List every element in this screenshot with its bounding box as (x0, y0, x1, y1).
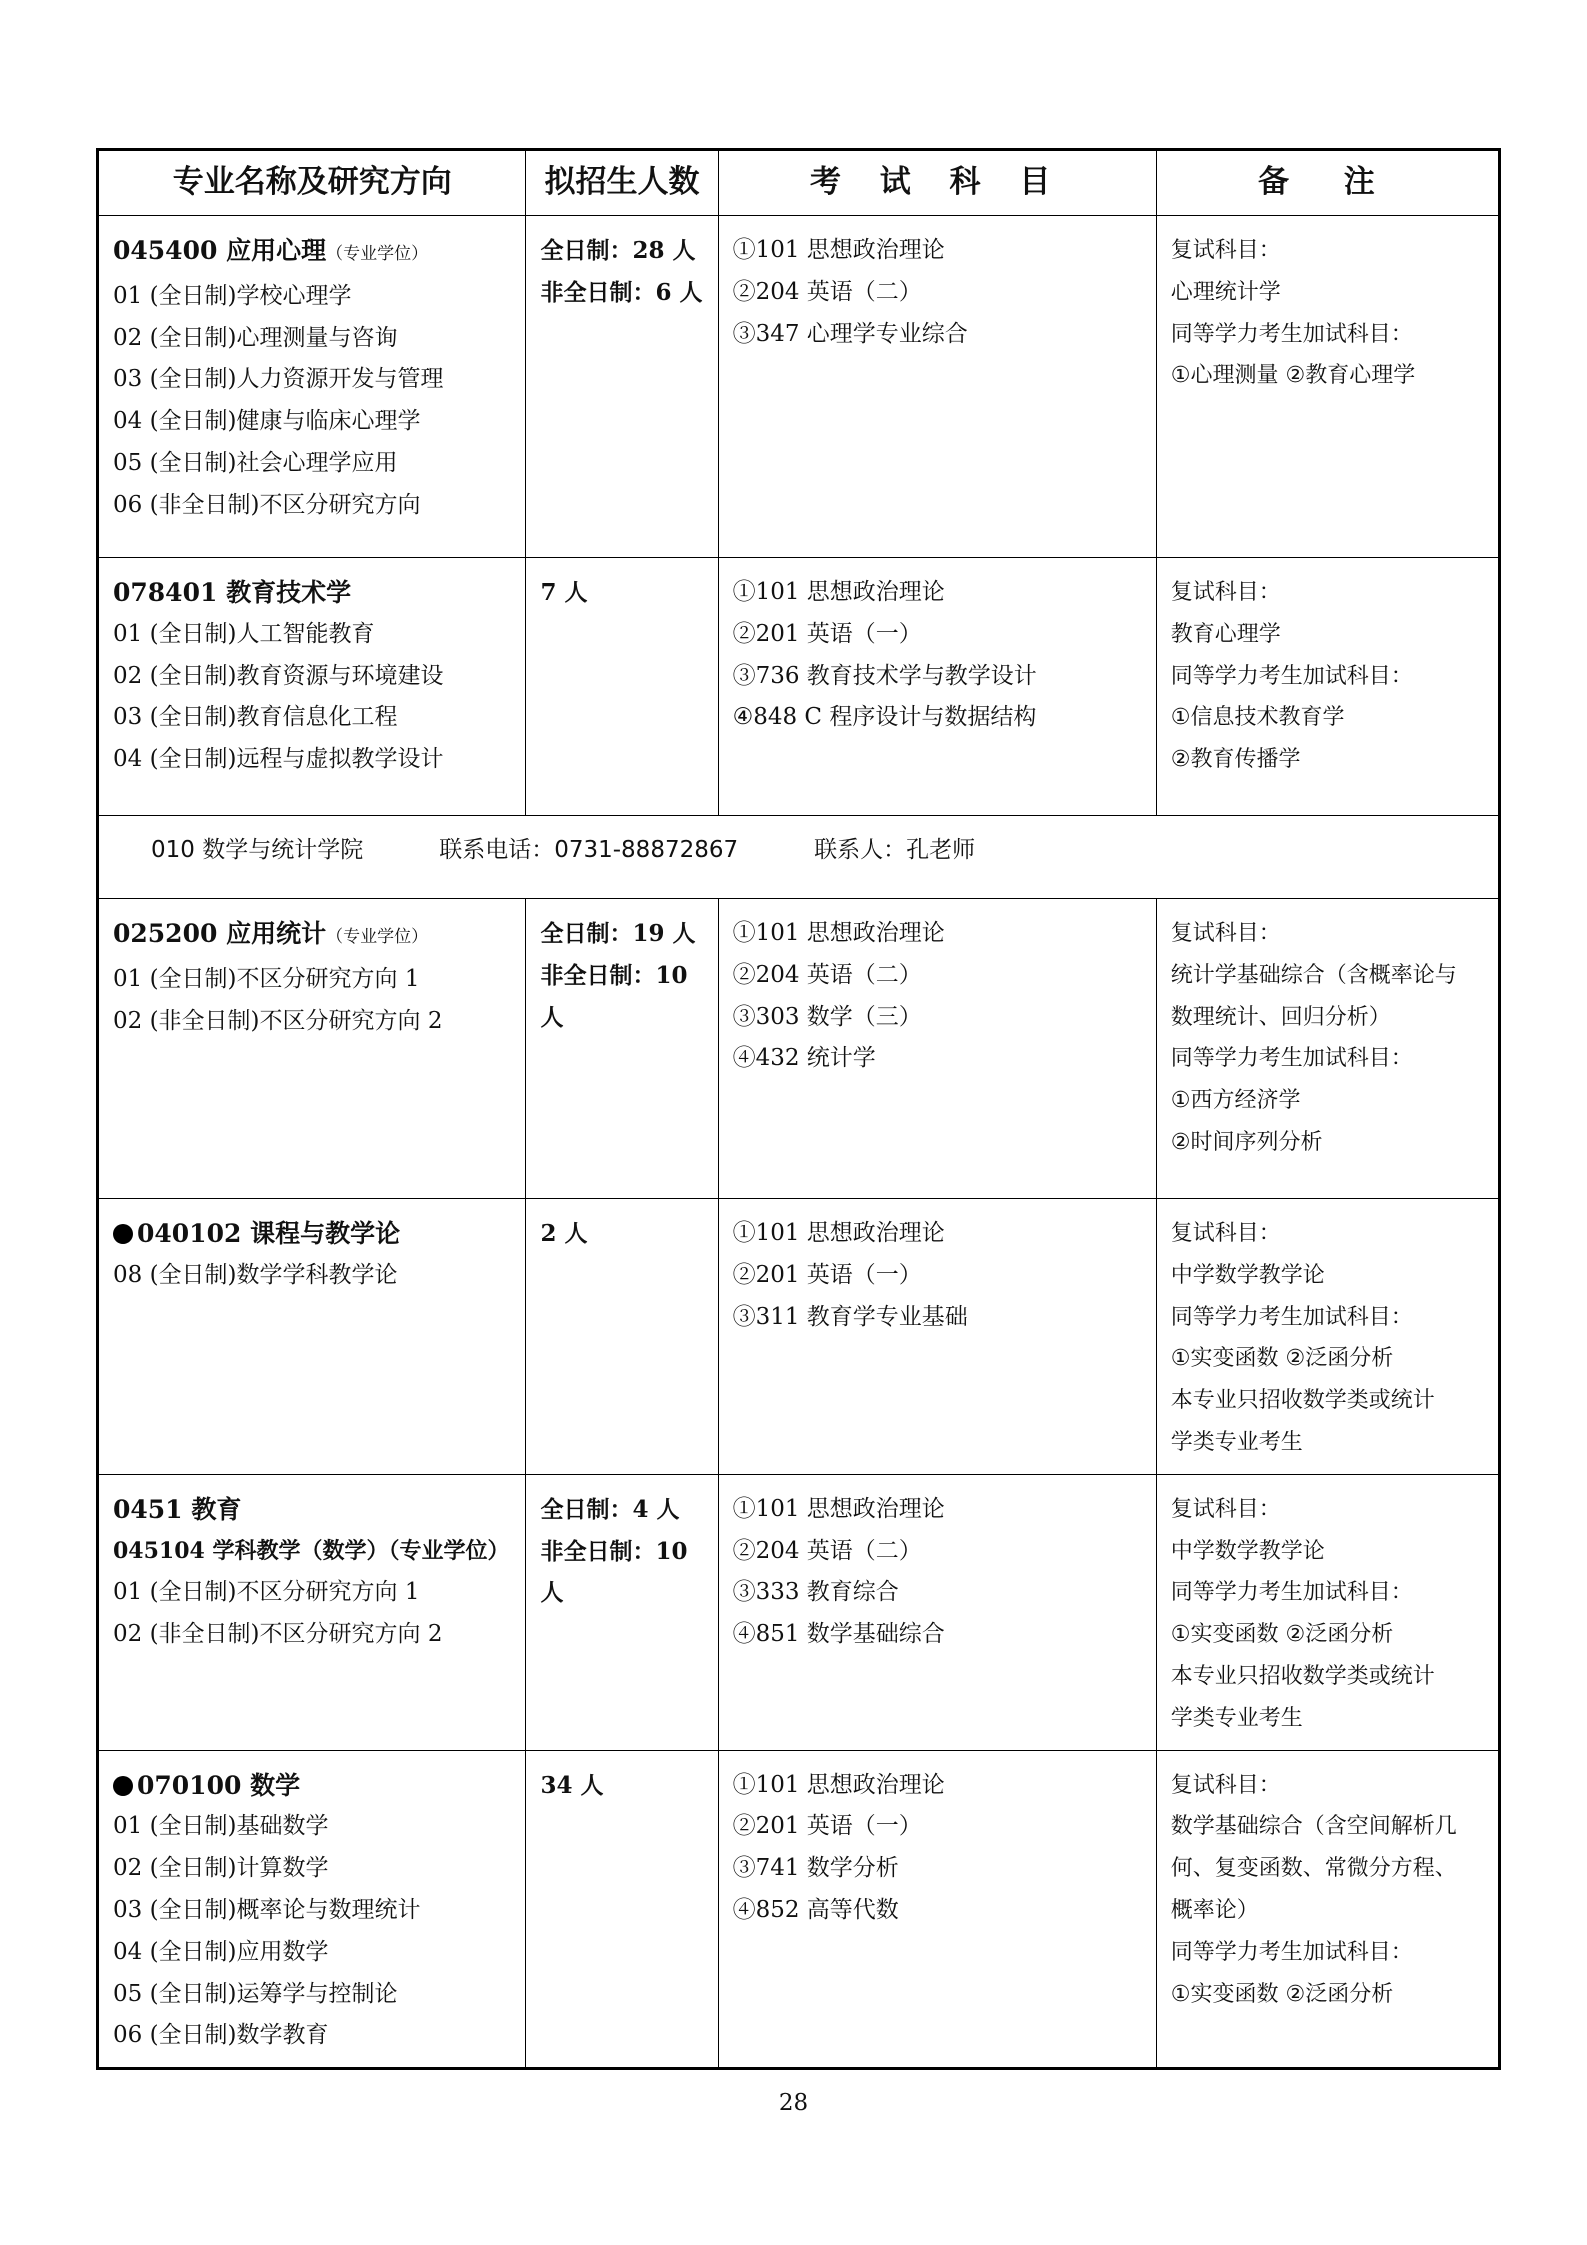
quota-cell (526, 1199, 718, 1475)
exam-subject: ①101 思想政治理论 (732, 1495, 945, 1522)
direction-item: 03 (全日制)概率论与数理统计 (113, 1896, 421, 1923)
quota-cell (526, 1750, 718, 2069)
exam-subject: ④848 C 程序设计与数据结构 (732, 704, 1037, 731)
direction-item: 02 (全日制)心理测量与咨询 (113, 324, 398, 351)
major-name: 数学 (250, 1770, 301, 1800)
major-row (98, 1199, 1500, 1475)
note-line: 数学基础综合（含空间解析几 (1170, 1814, 1457, 1840)
note-line: 复试科目： (1170, 1221, 1281, 1246)
exam-cell (718, 899, 1156, 1199)
bullet-icon (113, 1224, 133, 1244)
major-name: 应用心理 (226, 236, 327, 265)
college-phone: 联系电话：0731-88872867 (439, 837, 739, 863)
quota-cell (526, 216, 718, 558)
table-header (98, 150, 1500, 216)
exam-subject: ④852 高等代数 (732, 1896, 899, 1923)
note-line: 同等学力考生加试科目： (1170, 1580, 1413, 1606)
direction-item: 01 (全日制)基础数学 (113, 1813, 329, 1840)
exam-subject: ①101 思想政治理论 (732, 579, 945, 605)
bullet-icon (113, 1776, 133, 1796)
exam-subject: ②201 英语（一） (732, 1813, 922, 1840)
note-line: 统计学基础综合（含概率论与 (1170, 962, 1457, 988)
quota-line: 34 人 (540, 1771, 604, 1799)
quota-line: 全日制：28 人 (540, 237, 696, 264)
exam-subject: ③736 教育技术学与教学设计 (732, 662, 1037, 689)
direction-item: 01 (全日制)学校心理学 (113, 282, 352, 309)
exam-cell (718, 558, 1156, 816)
note-line: 教育心理学 (1170, 621, 1281, 647)
header-note: 备 注 (1156, 150, 1499, 216)
note-line: ①西方经济学 (1170, 1088, 1301, 1114)
major-code: 025200 (113, 919, 218, 948)
major-cell (98, 1474, 526, 1750)
note-cell (1156, 899, 1499, 1199)
major-name: 教育技术学 (226, 578, 352, 607)
major-code: 045400 (113, 236, 218, 265)
major-code: 078401 (113, 578, 218, 607)
exam-subject: ①101 思想政治理论 (732, 920, 945, 946)
major-heading (113, 572, 511, 614)
direction-item: 05 (全日制)社会心理学应用 (113, 449, 398, 476)
major-row (98, 216, 1500, 558)
exam-subject: ③347 心理学专业综合 (732, 320, 968, 347)
note-line: 何、复变函数、常微分方程、 (1170, 1856, 1457, 1882)
quota-cell (526, 558, 718, 816)
sub-major: 045104 学科教学（数学）（专业学位） (113, 1537, 510, 1564)
major-code: 070100 (137, 1770, 242, 1800)
note-line: 复试科目： (1170, 1772, 1281, 1798)
note-line: 本专业只招收数学类或统计 (1170, 1388, 1435, 1414)
note-line: ①实变函数 ②泛函分析 (1170, 1622, 1394, 1648)
quota-line: 全日制：4 人 (540, 1495, 680, 1523)
table-body (98, 216, 1500, 2069)
exam-subject: ④432 统计学 (732, 1045, 876, 1072)
direction-item: 01 (全日制)人工智能教育 (113, 620, 375, 647)
college-contact: 联系人：孔老师 (814, 837, 976, 863)
major-heading (113, 1765, 511, 1807)
exam-subject: ②201 英语（一） (732, 1261, 922, 1288)
major-row (98, 1750, 1500, 2069)
exam-subject: ②204 英语（二） (732, 1537, 922, 1564)
note-line: ②时间序列分析 (1170, 1129, 1323, 1155)
note-line: 同等学力考生加试科目： (1170, 1304, 1413, 1330)
note-line: ①实变函数 ②泛函分析 (1170, 1981, 1394, 2007)
degree-tag: （专业学位） (326, 927, 429, 947)
major-heading (113, 1213, 511, 1255)
exam-subject: ②204 英语（二） (732, 278, 922, 305)
exam-subject: ③303 数学（三） (732, 1003, 922, 1030)
direction-item: 06 (非全日制)不区分研究方向 (113, 491, 421, 518)
exam-subject: ①101 思想政治理论 (732, 1771, 945, 1798)
note-line: 数理统计、回归分析） (1170, 1004, 1391, 1030)
header-major: 专业名称及研究方向 (98, 150, 526, 216)
major-row (98, 1474, 1500, 1750)
direction-item: 02 (全日制)计算数学 (113, 1855, 329, 1882)
note-line: 学类专业考生 (1170, 1429, 1303, 1455)
exam-cell (718, 1474, 1156, 1750)
direction-item: 02 (全日制)教育资源与环境建设 (113, 662, 444, 689)
note-line: 复试科目： (1170, 921, 1281, 946)
direction-item: 03 (全日制)教育信息化工程 (113, 704, 398, 731)
direction-item: 08 (全日制)数学学科教学论 (113, 1261, 398, 1288)
exam-subject: ①101 思想政治理论 (732, 1220, 945, 1246)
direction-item: 01 (全日制)不区分研究方向 1 (113, 965, 420, 992)
direction-item: 02 (非全日制)不区分研究方向 2 (113, 1007, 443, 1034)
exam-subject: ②204 英语（二） (732, 961, 922, 988)
note-line: ①实变函数 ②泛函分析 (1170, 1346, 1394, 1372)
note-cell (1156, 1474, 1499, 1750)
exam-subject: ③741 数学分析 (732, 1855, 899, 1882)
note-line: 中学数学教学论 (1170, 1262, 1325, 1288)
direction-item: 04 (全日制)远程与虚拟教学设计 (113, 746, 444, 773)
direction-item: 05 (全日制)运筹学与控制论 (113, 1980, 398, 2007)
major-cell (98, 558, 526, 816)
note-cell (1156, 216, 1499, 558)
note-line: 中学数学教学论 (1170, 1538, 1325, 1564)
major-row (98, 899, 1500, 1199)
exam-cell (718, 216, 1156, 558)
note-line: 复试科目： (1170, 238, 1281, 263)
note-line: 同等学力考生加试科目： (1170, 1046, 1413, 1072)
major-heading (113, 913, 511, 959)
note-line: 本专业只招收数学类或统计 (1170, 1663, 1435, 1689)
note-line: 复试科目： (1170, 580, 1281, 605)
note-line: 学类专业考生 (1170, 1705, 1303, 1731)
quota-cell (526, 899, 718, 1199)
note-cell (1156, 558, 1499, 816)
major-cell (98, 216, 526, 558)
major-heading (113, 230, 511, 276)
exam-cell (718, 1199, 1156, 1475)
major-cell (98, 1199, 526, 1475)
header-quota: 拟招生人数 (526, 150, 718, 216)
exam-subject: ④851 数学基础综合 (732, 1621, 945, 1648)
note-line: ①心理测量 ②教育心理学 (1170, 363, 1416, 389)
direction-item: 03 (全日制)人力资源开发与管理 (113, 366, 444, 393)
direction-item: 02 (非全日制)不区分研究方向 2 (113, 1621, 443, 1648)
quota-line: 全日制：19 人 (540, 920, 696, 947)
quota-line: 7 人 (540, 579, 588, 606)
note-line: 同等学力考生加试科目： (1170, 663, 1413, 689)
quota-line: 2 人 (540, 1220, 588, 1247)
major-code: 040102 (137, 1219, 242, 1248)
quota-line: 非全日制：10 人 (540, 1537, 688, 1607)
exam-subject: ③333 教育综合 (732, 1579, 899, 1606)
note-line: 同等学力考生加试科目： (1170, 321, 1413, 347)
major-code: 0451 (113, 1494, 183, 1524)
major-name: 教育 (191, 1494, 242, 1524)
major-heading (113, 1489, 511, 1531)
major-row (98, 558, 1500, 816)
admissions-table (96, 148, 1501, 2070)
college-name: 010 数学与统计学院 (151, 837, 364, 863)
college-cell (98, 816, 1500, 899)
note-line: 同等学力考生加试科目： (1170, 1939, 1413, 1965)
major-cell (98, 899, 526, 1199)
degree-tag: （专业学位） (326, 244, 429, 264)
major-cell (98, 1750, 526, 2069)
quota-line: 非全日制：10 人 (540, 961, 688, 1031)
exam-cell (718, 1750, 1156, 2069)
exam-subject: ③311 教育学专业基础 (732, 1303, 968, 1330)
direction-item: 01 (全日制)不区分研究方向 1 (113, 1579, 420, 1606)
quota-cell (526, 1474, 718, 1750)
note-line: ②教育传播学 (1170, 747, 1301, 773)
direction-item: 06 (全日制)数学教育 (113, 2022, 329, 2049)
major-name: 应用统计 (226, 919, 327, 948)
exam-subject: ②201 英语（一） (732, 620, 922, 647)
note-line: ①信息技术教育学 (1170, 705, 1345, 731)
page-number: 28 (778, 2090, 809, 2116)
note-cell (1156, 1750, 1499, 2069)
quota-line: 非全日制：6 人 (540, 278, 703, 306)
header-exam: 考 试 科 目 (718, 150, 1156, 216)
exam-subject: ①101 思想政治理论 (732, 237, 945, 263)
college-row (98, 816, 1500, 899)
note-line: 复试科目： (1170, 1496, 1281, 1522)
major-name: 课程与教学论 (250, 1219, 401, 1248)
note-line: 心理统计学 (1170, 279, 1281, 305)
direction-item: 04 (全日制)健康与临床心理学 (113, 408, 421, 435)
note-line: 概率论） (1170, 1897, 1259, 1923)
note-cell (1156, 1199, 1499, 1475)
direction-item: 04 (全日制)应用数学 (113, 1938, 329, 1965)
